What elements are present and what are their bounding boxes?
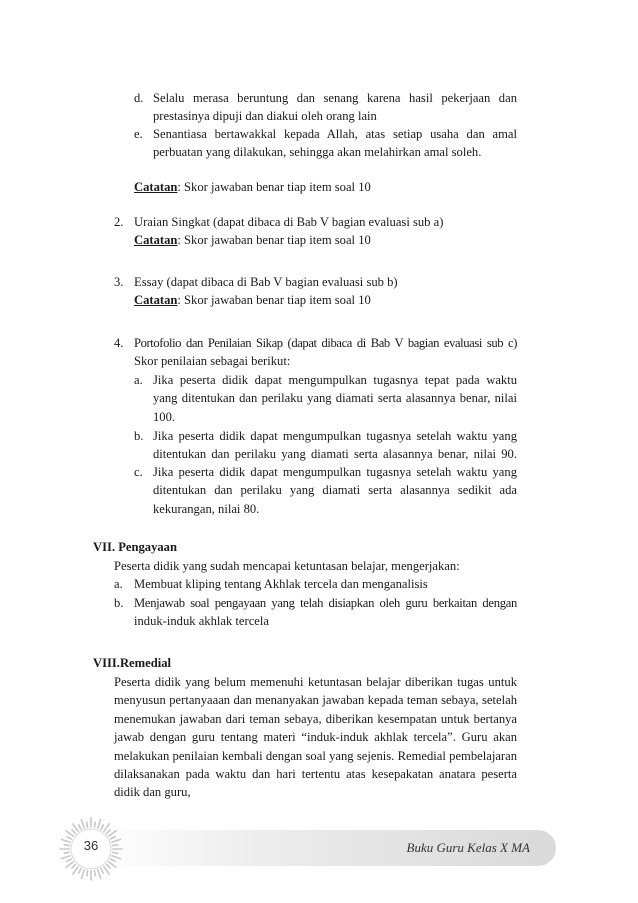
book-title: Buku Guru Kelas X MA xyxy=(406,840,530,855)
page-number: 36 xyxy=(83,838,99,853)
badge-ray xyxy=(112,856,121,859)
section-8-line-3: menemukan jawaban dari teman sebaya, diberikan kesempatan untuk bertanya xyxy=(114,712,517,726)
item-4a-line-3: 100. xyxy=(153,410,176,424)
item-4a-marker: a. xyxy=(134,373,143,387)
item-4b-line-2: ditentukan dan perilaku yang diamati serta alasannya benar, nilai 90. xyxy=(153,447,517,461)
section-7-b-line-2: induk-induk akhlak tercela xyxy=(134,614,269,628)
item-3-note xyxy=(134,292,371,308)
list-item-e-line-2: perbuatan yang dilakukan, sehingga akan melahirkan amal soleh. xyxy=(153,145,482,159)
list-marker-d: d. xyxy=(134,91,144,105)
badge-ray xyxy=(111,859,115,861)
section-7-heading: VII. Pengayaan xyxy=(93,540,177,554)
item-4-line-2: Skor penilaian sebagai berikut: xyxy=(134,354,291,368)
badge-ray xyxy=(101,825,103,829)
note-label: Catatan xyxy=(134,293,178,307)
badge-ray xyxy=(72,865,76,869)
list-item-e-line-1: Senantiasa bertawakkal kepada Allah, atas setiap usaha dan amal xyxy=(153,127,517,141)
note-label: Catatan xyxy=(134,180,178,194)
badge-ray xyxy=(73,824,78,831)
note-label: Catatan xyxy=(134,233,178,247)
section-8-heading: VIII.Remedial xyxy=(93,656,172,670)
badge-ray xyxy=(72,830,76,834)
item-4b-line-1: Jika peserta didik dapat mengumpulkan tugasnya setelah waktu yang xyxy=(153,429,517,443)
item-3-text: Essay (dapat dibaca di Bab V bagian evaluasi sub b) xyxy=(134,275,398,289)
item-2-marker: 2. xyxy=(114,215,124,229)
badge-ray xyxy=(107,865,111,869)
badge-ray xyxy=(81,870,84,879)
section-8-line-6: dilaksanakan pada waktu dan hari tertentu atas kesepakatan anatara peserta xyxy=(114,767,517,781)
section-8-line-5: melakukan penilaian kembali dengan soal yang sejenis. Remedial pembelajaran xyxy=(114,749,517,763)
note-text: : Skor jawaban benar tiap item soal 10 xyxy=(177,233,371,247)
section-7-b-line-1: Menjawab soal pengayaan yang telah disiapkan oleh guru berkaitan dengan xyxy=(134,596,517,610)
note-text: : Skor jawaban benar tiap item soal 10 xyxy=(177,180,371,194)
item-4-marker: 4. xyxy=(114,336,124,350)
item-4c-line-3: kekurangan, nilai 80. xyxy=(153,502,260,516)
section-8-line-4: jawab dengan guru tentang materi “induk-induk akhlak tercela”. Guru akan xyxy=(114,730,517,744)
badge-ray xyxy=(66,862,73,867)
item-4a-line-2: yang ditentukan dan perilaku yang diamati serta alasannya benar, nilai xyxy=(153,391,517,405)
badge-ray xyxy=(104,867,109,874)
section-8-line-2: menyusun pertanyaaan dan menanyakan jawaban kepada teman sebaya, setelah xyxy=(114,693,517,707)
item-2-text: Uraian Singkat (dapat dibaca di Bab V bagian evaluasi sub a) xyxy=(134,215,444,229)
note-text: : Skor jawaban benar tiap item soal 10 xyxy=(177,293,371,307)
badge-ray xyxy=(67,859,71,861)
item-4c-line-1: Jika peserta didik dapat mengumpulkan tugasnya setelah waktu yang xyxy=(153,465,517,479)
badge-ray xyxy=(109,831,116,836)
list-item-d-line-1: Selalu merasa beruntung dan senang karena hasil pekerjaan dan xyxy=(153,91,517,105)
item-3-marker: 3. xyxy=(114,275,124,289)
list-item-d-line-2: prestasinya dipuji dan diakui oleh orang lain xyxy=(153,109,377,123)
section-7-intro: Peserta didik yang sudah mencapai ketuntasan belajar, mengerjakan: xyxy=(114,559,460,573)
item-4a-line-1: Jika peserta didik dapat mengumpulkan tugasnya tepat pada waktu xyxy=(153,373,517,387)
badge-ray xyxy=(62,856,71,859)
list-marker-e: e. xyxy=(134,127,143,141)
section-7-b-marker: b. xyxy=(114,596,124,610)
badge-ray xyxy=(87,871,88,876)
badge-ray xyxy=(94,822,95,827)
badge-ray xyxy=(98,870,101,879)
item-4b-marker: b. xyxy=(134,429,144,443)
badge-ray xyxy=(79,869,81,873)
section-7-a-text: Membuat kliping tentang Akhlak tercela dan menganalisis xyxy=(134,577,428,591)
item-4-line-1: Portofolio dan Penilaian Sikap (dapat dibaca di Bab V bagian evaluasi sub c) xyxy=(134,336,517,350)
badge-ray xyxy=(94,871,95,876)
badge-ray xyxy=(81,820,84,829)
badge-ray xyxy=(107,830,111,834)
item-4c-line-2: ditentukan dan perilaku yang diamati serta alasannya sedikit ada xyxy=(153,483,517,497)
badge-ray xyxy=(87,822,88,827)
badge-ray xyxy=(104,824,109,831)
section-8-line-1: Peserta didik yang belum memenuhi ketuntasan belajar diberikan tugas untuk xyxy=(114,675,517,689)
item-4c-marker: c. xyxy=(134,465,143,479)
note-1 xyxy=(134,179,371,195)
badge-ray xyxy=(109,862,116,867)
badge-ray xyxy=(66,831,73,836)
item-2-note xyxy=(134,232,371,248)
badge-ray xyxy=(101,869,103,873)
badge-ray xyxy=(73,867,78,874)
section-7-a-marker: a. xyxy=(114,577,123,591)
badge-ray xyxy=(79,825,81,829)
section-8-line-7: didik dan guru, xyxy=(114,785,191,799)
badge-ray xyxy=(98,820,101,829)
